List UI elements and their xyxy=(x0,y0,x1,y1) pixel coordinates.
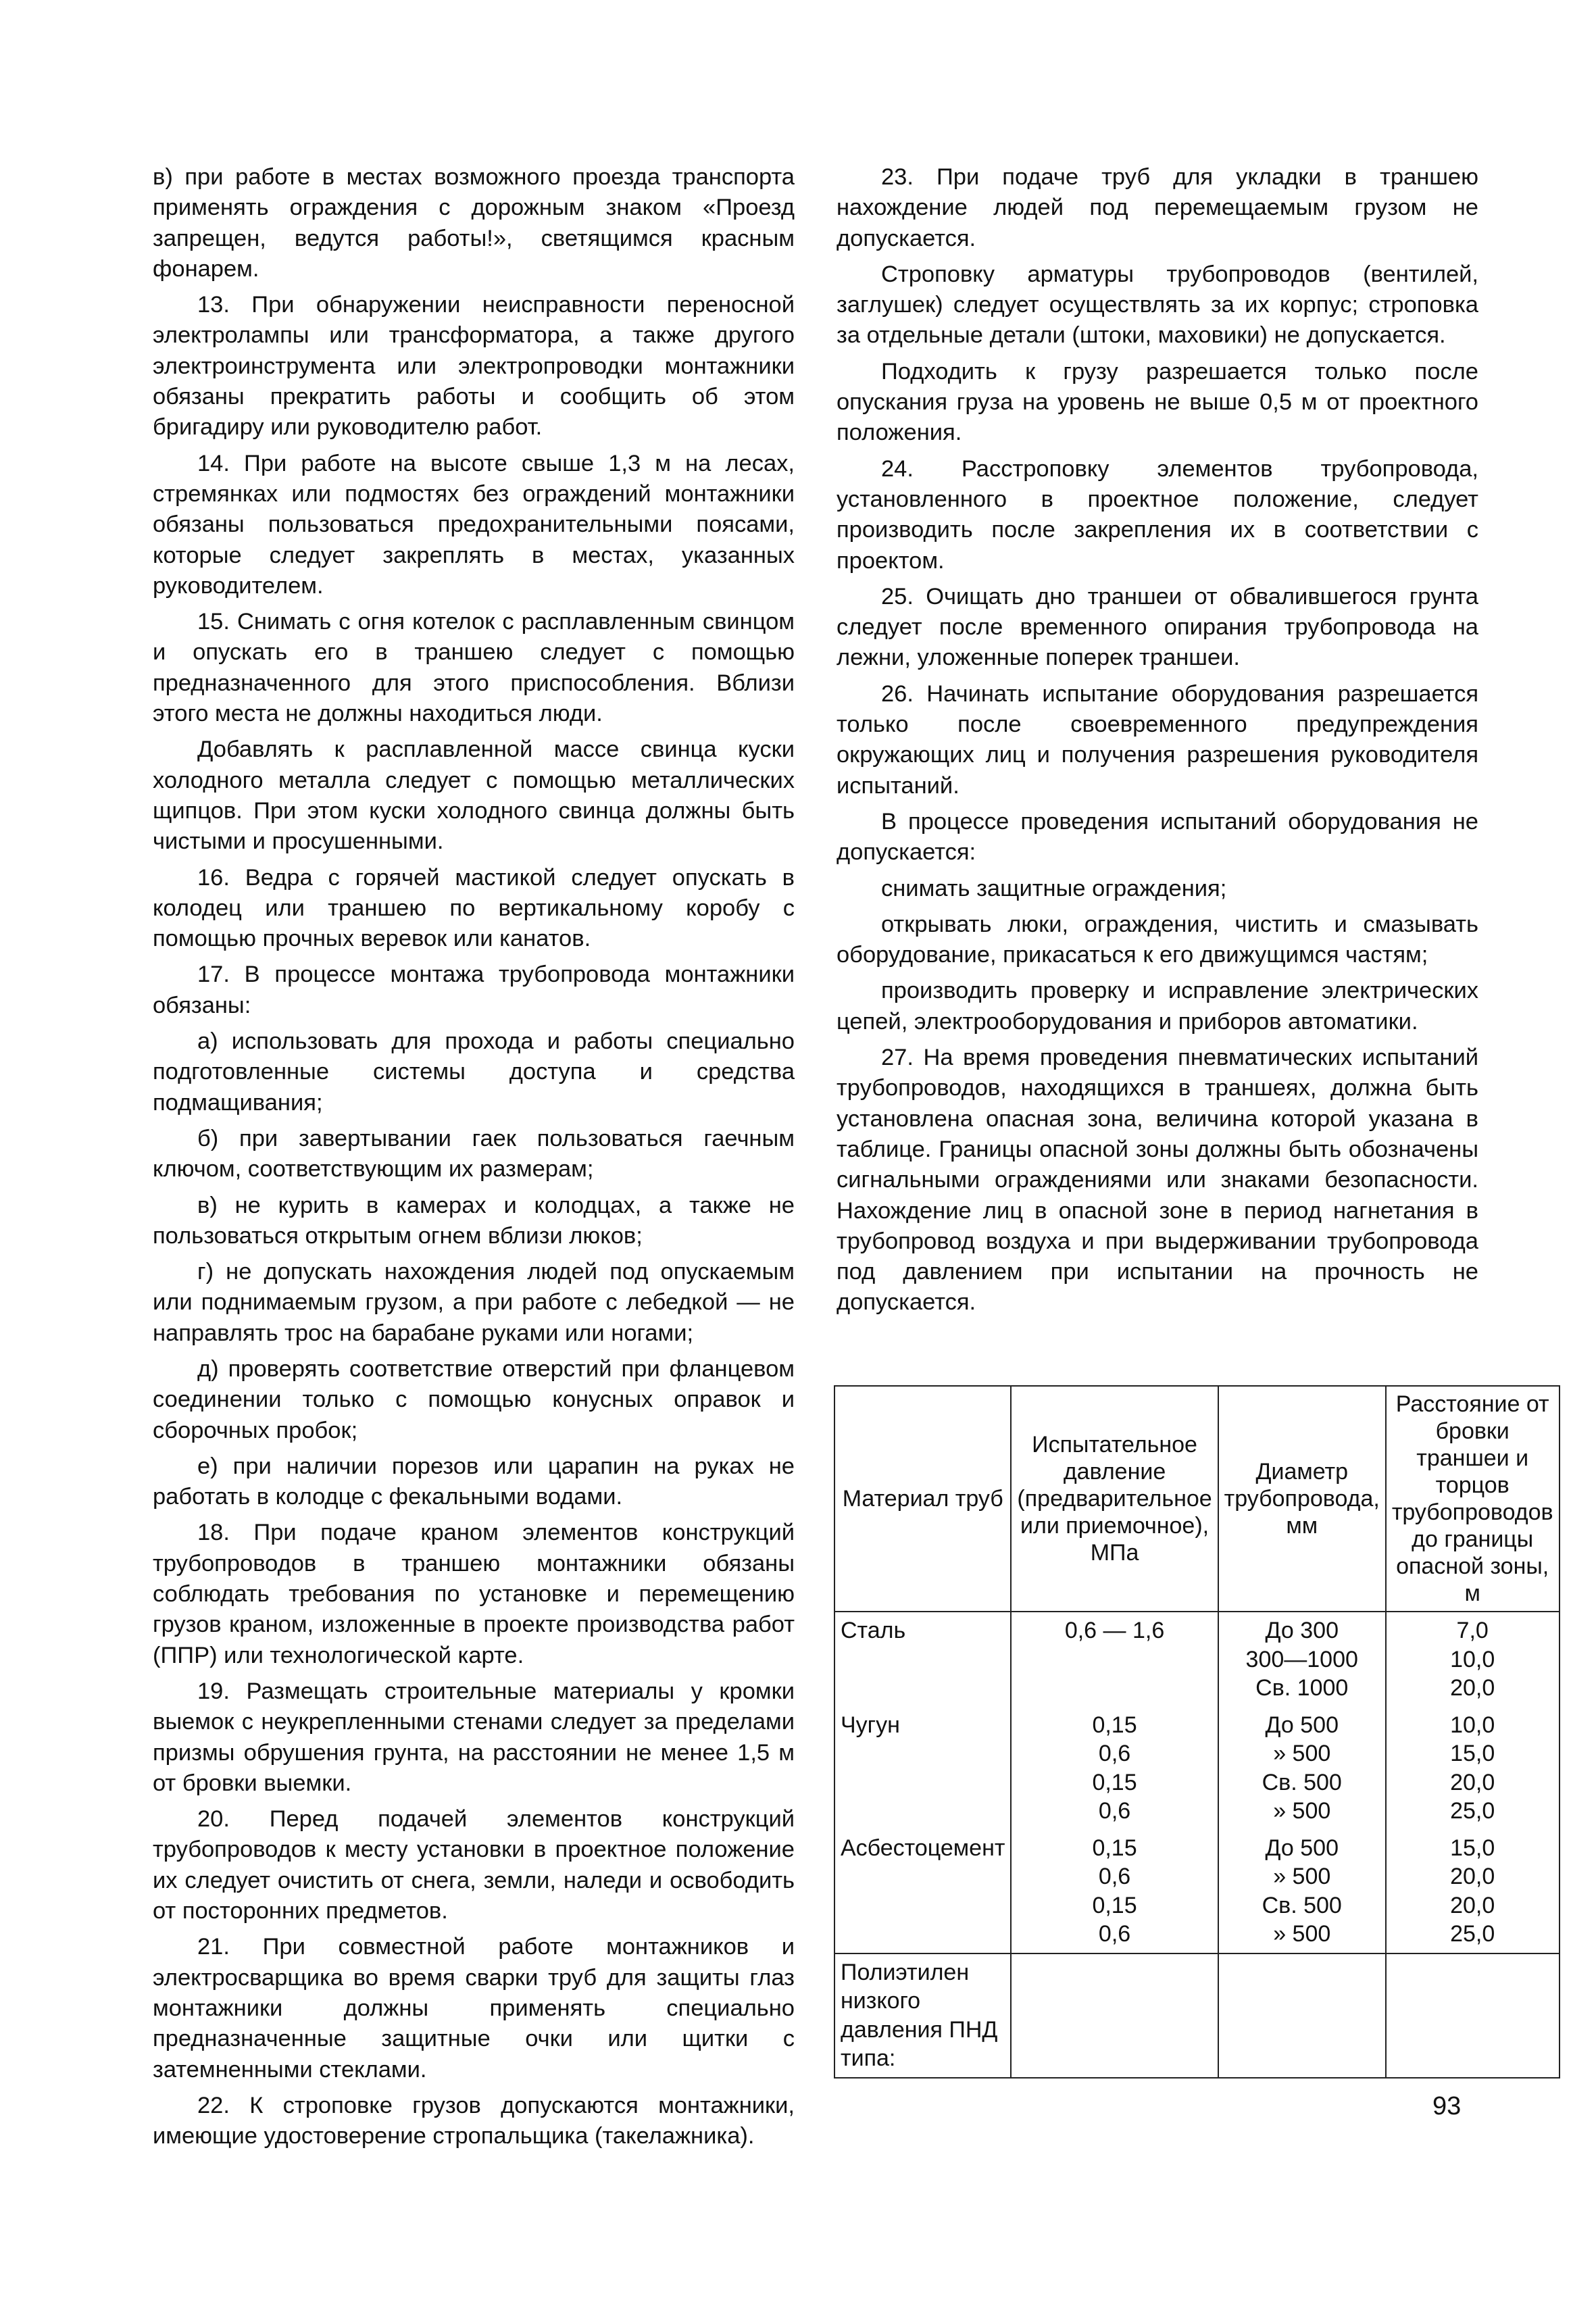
list-item: открывать люки, ограждения, чистить и смазывать оборудование, прикасаться к его движущимся частям; xyxy=(837,911,1478,968)
column-header-material: Материал труб xyxy=(834,1386,1011,1612)
table-header-row xyxy=(834,1386,1560,1612)
paragraph: 26. Начинать испытание оборудования разрешается только после своевременного предупреждения окружающих лиц и получения разрешения руководителя испытаний. xyxy=(837,680,1478,799)
paragraph: д) проверять соответствие отверстий при фланцевом соединении только с помощью конусных оправок и сборочных пробок; xyxy=(153,1355,795,1443)
cell-value: До 500 xyxy=(1265,1712,1339,1738)
cell-value: 0,6 xyxy=(1098,1921,1131,1947)
cell-value: 0,15 xyxy=(1092,1892,1137,1918)
paragraph: а) использовать для прохода и работы специально подготовленные системы доступа и средства подмащивания; xyxy=(153,1028,795,1116)
cell-pressure xyxy=(1011,1953,1218,2078)
paragraph: в) при работе в местах возможного проезда транспорта применять ограждения с дорожным знаком «Проезд запрещен, ведутся работы!», светящимся красным фонарем. xyxy=(153,164,795,282)
cell-distance xyxy=(1386,1707,1560,1830)
list-item: снимать защитные ограждения; xyxy=(881,875,1227,901)
cell-value: 20,0 xyxy=(1450,1769,1495,1795)
cell-distance xyxy=(1386,1953,1560,2078)
paragraph: 22. К строповке грузов допускаются монтажники, имеющие удостоверение стропальщика (такелажника). xyxy=(153,2092,795,2149)
danger-zone-table xyxy=(834,1385,1560,2078)
cell-value: 0,6 xyxy=(1098,1741,1131,1766)
paragraph: 14. При работе на высоте свыше 1,3 м на лесах, стремянках или подмостях без ограждений монтажники обязаны пользоваться предохранительными поясами, которые следует закреплять в местах, указанных руководителем. xyxy=(153,450,795,599)
paragraph: 13. При обнаружении неисправности переносной электролампы или трансформатора, а также другого электроинструмента или электропроводки монтажники обязаны прекратить работы и сообщить об этом бригадиру или руководителю работ. xyxy=(153,292,795,441)
cell-value: 300—1000 xyxy=(1245,1646,1358,1672)
cell-value: 0,15 xyxy=(1092,1769,1137,1795)
paragraph: в) не курить в камерах и колодцах, а также не пользоваться открытым огнем вблизи люков; xyxy=(153,1192,795,1249)
column-header-distance: Расстояние от бровки траншеи и торцов трубопроводов до границы опасной зоны, м xyxy=(1386,1386,1560,1612)
cell-value: 0,6 xyxy=(1098,1798,1131,1824)
cell-value: Св. 500 xyxy=(1262,1892,1342,1918)
paragraph: б) при завертывании гаек пользоваться гаечным ключом, соответствующим их размерам; xyxy=(153,1125,795,1183)
column-header-diameter: Диаметр трубопровода, мм xyxy=(1218,1386,1386,1612)
cell-value: 15,0 xyxy=(1450,1741,1495,1766)
cell-value: 20,0 xyxy=(1450,1675,1495,1701)
paragraph: 19. Размещать строительные материалы у кромки выемок с неукрепленными стенами следует за пределами призмы обрушения грунта, на расстоянии не менее 1,5 м от бровки выемки. xyxy=(153,1678,795,1796)
cell-diameter xyxy=(1218,1830,1386,1953)
cell-diameter xyxy=(1218,1707,1386,1830)
right-text-column xyxy=(837,162,1478,1324)
cell-value: До 500 xyxy=(1265,1835,1339,1861)
cell-distance xyxy=(1386,1830,1560,1953)
cell-value: 10,0 xyxy=(1450,1712,1495,1738)
cell-value: 0,15 xyxy=(1092,1712,1137,1738)
cell-material: Асбестоцемент xyxy=(834,1830,1011,1953)
paragraph: 15. Снимать с огня котелок с расплавленным свинцом и опускать его в траншею следует с помощью предназначенного для этого приспособления. Вблизи этого места не должны находиться люди. xyxy=(153,609,795,727)
cell-pressure xyxy=(1011,1830,1218,1953)
cell-material: Чугун xyxy=(834,1707,1011,1830)
paragraph: е) при наличии порезов или царапин на руках не работать в колодце с фекальными водами. xyxy=(153,1453,795,1510)
cell-pressure xyxy=(1011,1612,1218,1707)
cell-value: 10,0 xyxy=(1450,1646,1495,1672)
cell-value: 7,0 xyxy=(1456,1618,1489,1643)
paragraph: 27. На время проведения пневматических испытаний трубопроводов, находящихся в траншеях, должна быть установлена опасная зона, величина которой указана в таблице. Границы опасной зоны должны быть обозначены сигнальными ограждениями или знаками безопасности. Нахождение лиц в опасной зоне в период нагнетания в трубопровод воздуха и при выдерживании трубопровода под давлением при испытании на прочность не допускается. xyxy=(837,1045,1478,1316)
paragraph: Строповку арматуры трубопроводов (вентилей, заглушек) следует осуществлять за их корпус; строповка за отдельные детали (штоки, маховики) не допускается. xyxy=(837,261,1478,349)
cell-diameter xyxy=(1218,1953,1386,2078)
cell-distance xyxy=(1386,1612,1560,1707)
cell-value: » 500 xyxy=(1273,1864,1331,1889)
cell-pressure xyxy=(1011,1707,1218,1830)
paragraph: 16. Ведра с горячей мастикой следует опускать в колодец или траншею по вертикальному коробу с помощью прочных веревок или канатов. xyxy=(153,864,795,952)
cell-value: 0,6 — 1,6 xyxy=(1064,1618,1165,1643)
paragraph: 17. В процессе монтажа трубопровода монтажники обязаны: xyxy=(153,962,795,1018)
cell-value: 25,0 xyxy=(1450,1921,1495,1947)
cell-value: 20,0 xyxy=(1450,1864,1495,1889)
cell-value: До 300 xyxy=(1265,1618,1339,1643)
paragraph: 20. Перед подачей элементов конструкций трубопроводов к месту установки в проектное положение их следует очистить от снега, земли, наледи и освободить от посторонних предметов. xyxy=(153,1806,795,1924)
cell-value: » 500 xyxy=(1273,1798,1331,1824)
paragraph: В процессе проведения испытаний оборудования не допускается: xyxy=(837,808,1478,866)
cell-material: Полиэтилен низкого давления ПНД типа: xyxy=(834,1953,1011,2078)
paragraph: Подходить к грузу разрешается только после опускания груза на уровень не выше 0,5 м от проектного положения. xyxy=(837,358,1478,446)
paragraph: Добавлять к расплавленной массе свинца куски холодного металла следует с помощью металлических щипцов. При этом куски холодного свинца должны быть чистыми и просушенными. xyxy=(153,737,795,855)
paragraph: г) не допускать нахождения людей под опускаемым или поднимаемым грузом, а при работе с лебедкой — не направлять трос на барабане руками или ногами; xyxy=(153,1259,795,1346)
table-row xyxy=(834,1830,1560,1953)
page-number: 93 xyxy=(1432,2092,1462,2120)
paragraph: 21. При совместной работе монтажников и электросварщика во время сварки труб для защиты глаз монтажники должны применять специально предназначенные защитные очки или щитки с затемненными стеклами. xyxy=(153,1934,795,2083)
paragraph: 24. Расстроповку элементов трубопровода, установленного в проектное положение, следует производить после закрепления их в соответствии с проектом. xyxy=(837,455,1478,574)
column-header-pressure: Испытательное давление (предварительное или приемочное), МПа xyxy=(1011,1386,1218,1612)
cell-diameter xyxy=(1218,1612,1386,1707)
cell-value: 0,15 xyxy=(1092,1835,1137,1861)
cell-value: Св. 500 xyxy=(1262,1769,1342,1795)
cell-value: 15,0 xyxy=(1450,1835,1495,1861)
cell-value: 25,0 xyxy=(1450,1798,1495,1824)
table-row xyxy=(834,1953,1560,2078)
cell-value: » 500 xyxy=(1273,1741,1331,1766)
paragraph: 23. При подаче труб для укладки в траншею нахождение людей под перемещаемым грузом не допускается. xyxy=(837,164,1478,251)
cell-value: 20,0 xyxy=(1450,1892,1495,1918)
cell-material: Сталь xyxy=(834,1612,1011,1707)
cell-value: Св. 1000 xyxy=(1255,1675,1349,1701)
paragraph: 25. Очищать дно траншеи от обвалившегося грунта следует после временного опирания трубопровода на лежни, уложенные поперек траншеи. xyxy=(837,583,1478,671)
cell-value: 0,6 xyxy=(1098,1864,1131,1889)
left-text-column xyxy=(153,162,795,2157)
cell-value: » 500 xyxy=(1273,1921,1331,1947)
paragraph: 18. При подаче краном элементов конструкций трубопроводов в траншею монтажники обязаны соблюдать требования по установке и перемещению грузов краном, изложенные в проекте производства работ (ППР) или технологической карте. xyxy=(153,1520,795,1668)
list-item: производить проверку и исправление электрических цепей, электрооборудования и приборов автоматики. xyxy=(837,978,1478,1035)
table-row xyxy=(834,1612,1560,1707)
table-row xyxy=(834,1707,1560,1830)
